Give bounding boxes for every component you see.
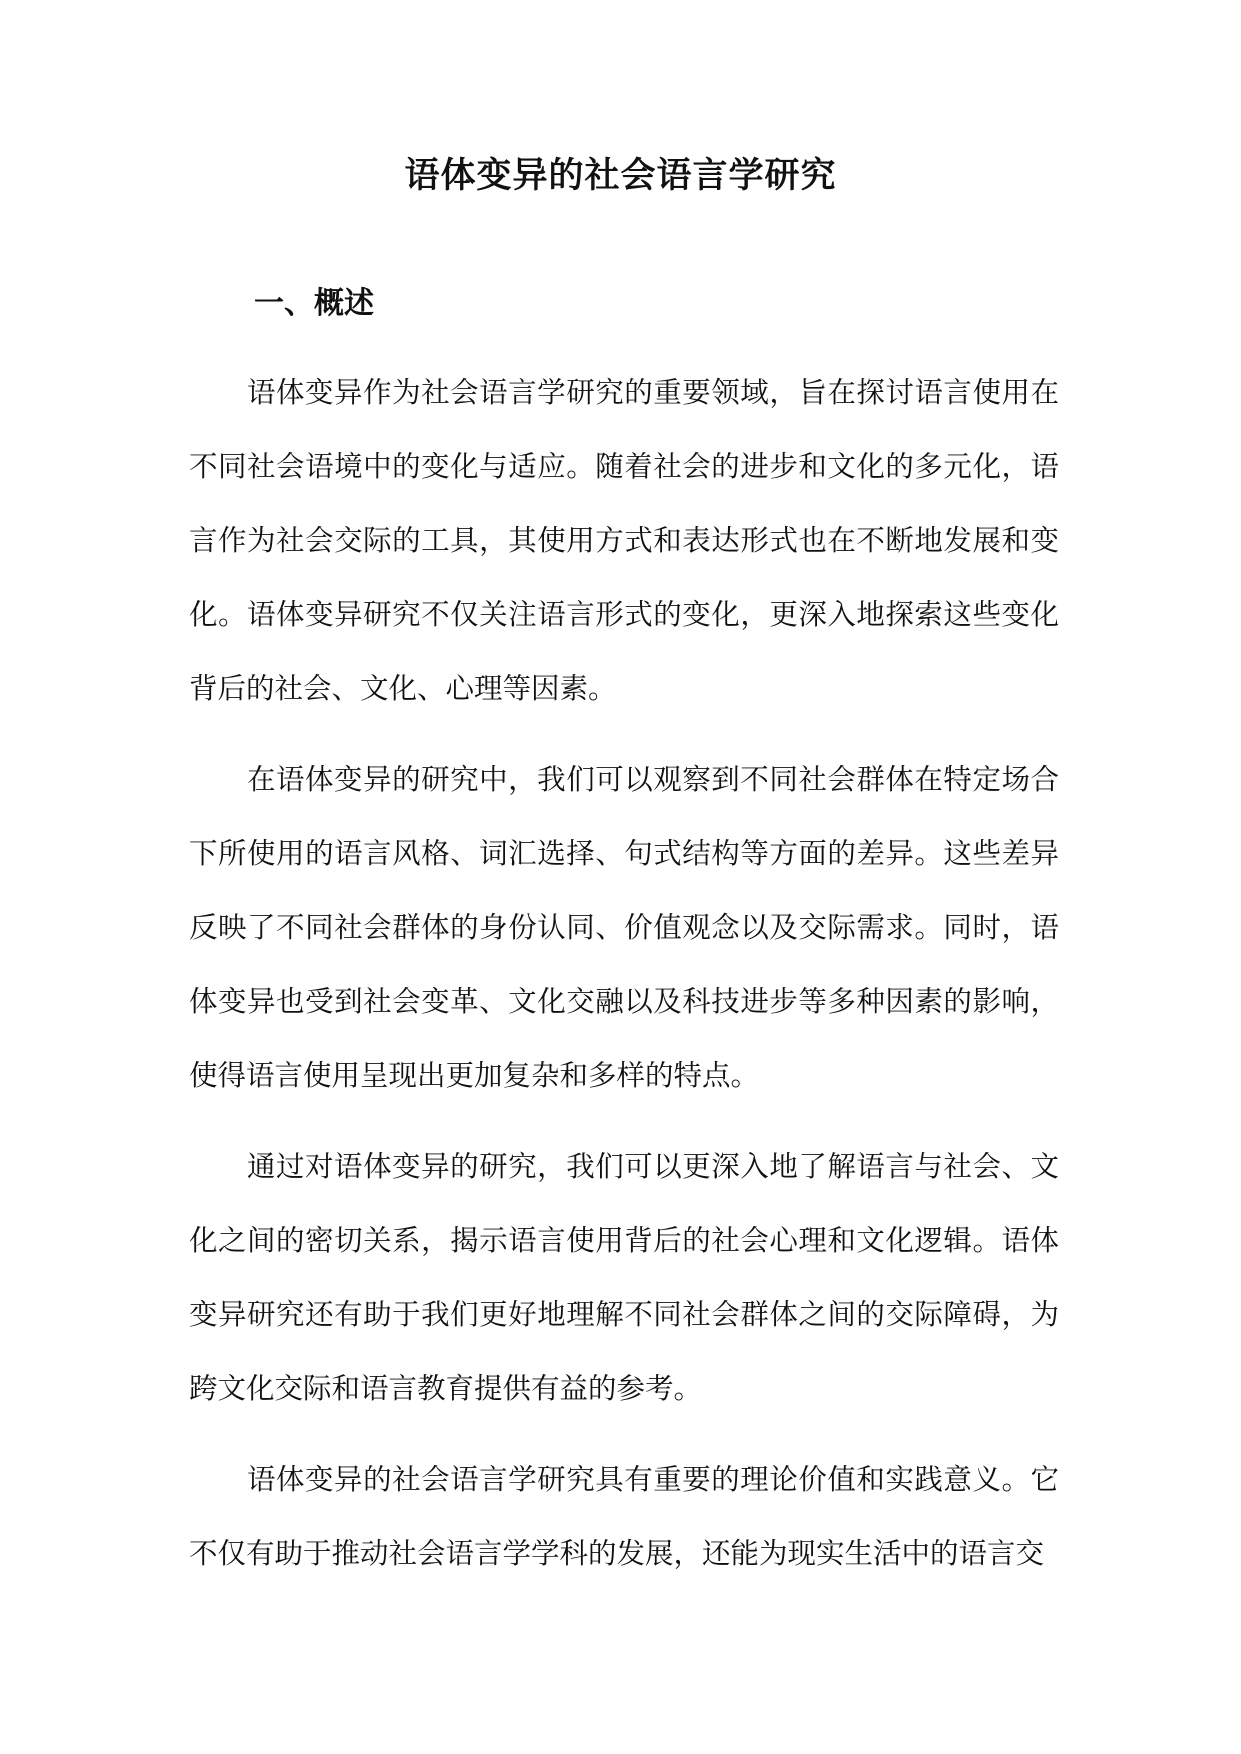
body-paragraph: 在语体变异的研究中，我们可以观察到不同社会群体在特定场合下所使用的语言风格、词汇选择、句式结构等方面的差异。这些差异反映了不同社会群体的身份认同、价值观念以及交际需求。同时，语体变异也受到社会变革、文化交融以及科技进步等多种因素的影响，使得语言使用呈现出更加复杂和多样的特点。	[189, 763, 1059, 1092]
body-paragraph: 语体变异的社会语言学研究具有重要的理论价值和实践意义。它不仅有助于推动社会语言学学科的发展，还能为现实生活中的语言交	[189, 1463, 1059, 1570]
section-heading-overview: 一、概述	[254, 286, 374, 321]
body-paragraph: 通过对语体变异的研究，我们可以更深入地了解语言与社会、文化之间的密切关系，揭示语言使用背后的社会心理和文化逻辑。语体变异研究还有助于我们更好地理解不同社会群体之间的交际障碍，为跨文化交际和语言教育提供有益的参考。	[189, 1150, 1059, 1405]
document-title: 语体变异的社会语言学研究	[404, 156, 837, 196]
body-paragraph: 语体变异作为社会语言学研究的重要领域，旨在探讨语言使用在不同社会语境中的变化与适应。随着社会的进步和文化的多元化，语言作为社会交际的工具，其使用方式和表达形式也在不断地发展和变化。语体变异研究不仅关注语言形式的变化，更深入地探索这些变化背后的社会、文化、心理等因素。	[189, 376, 1059, 705]
